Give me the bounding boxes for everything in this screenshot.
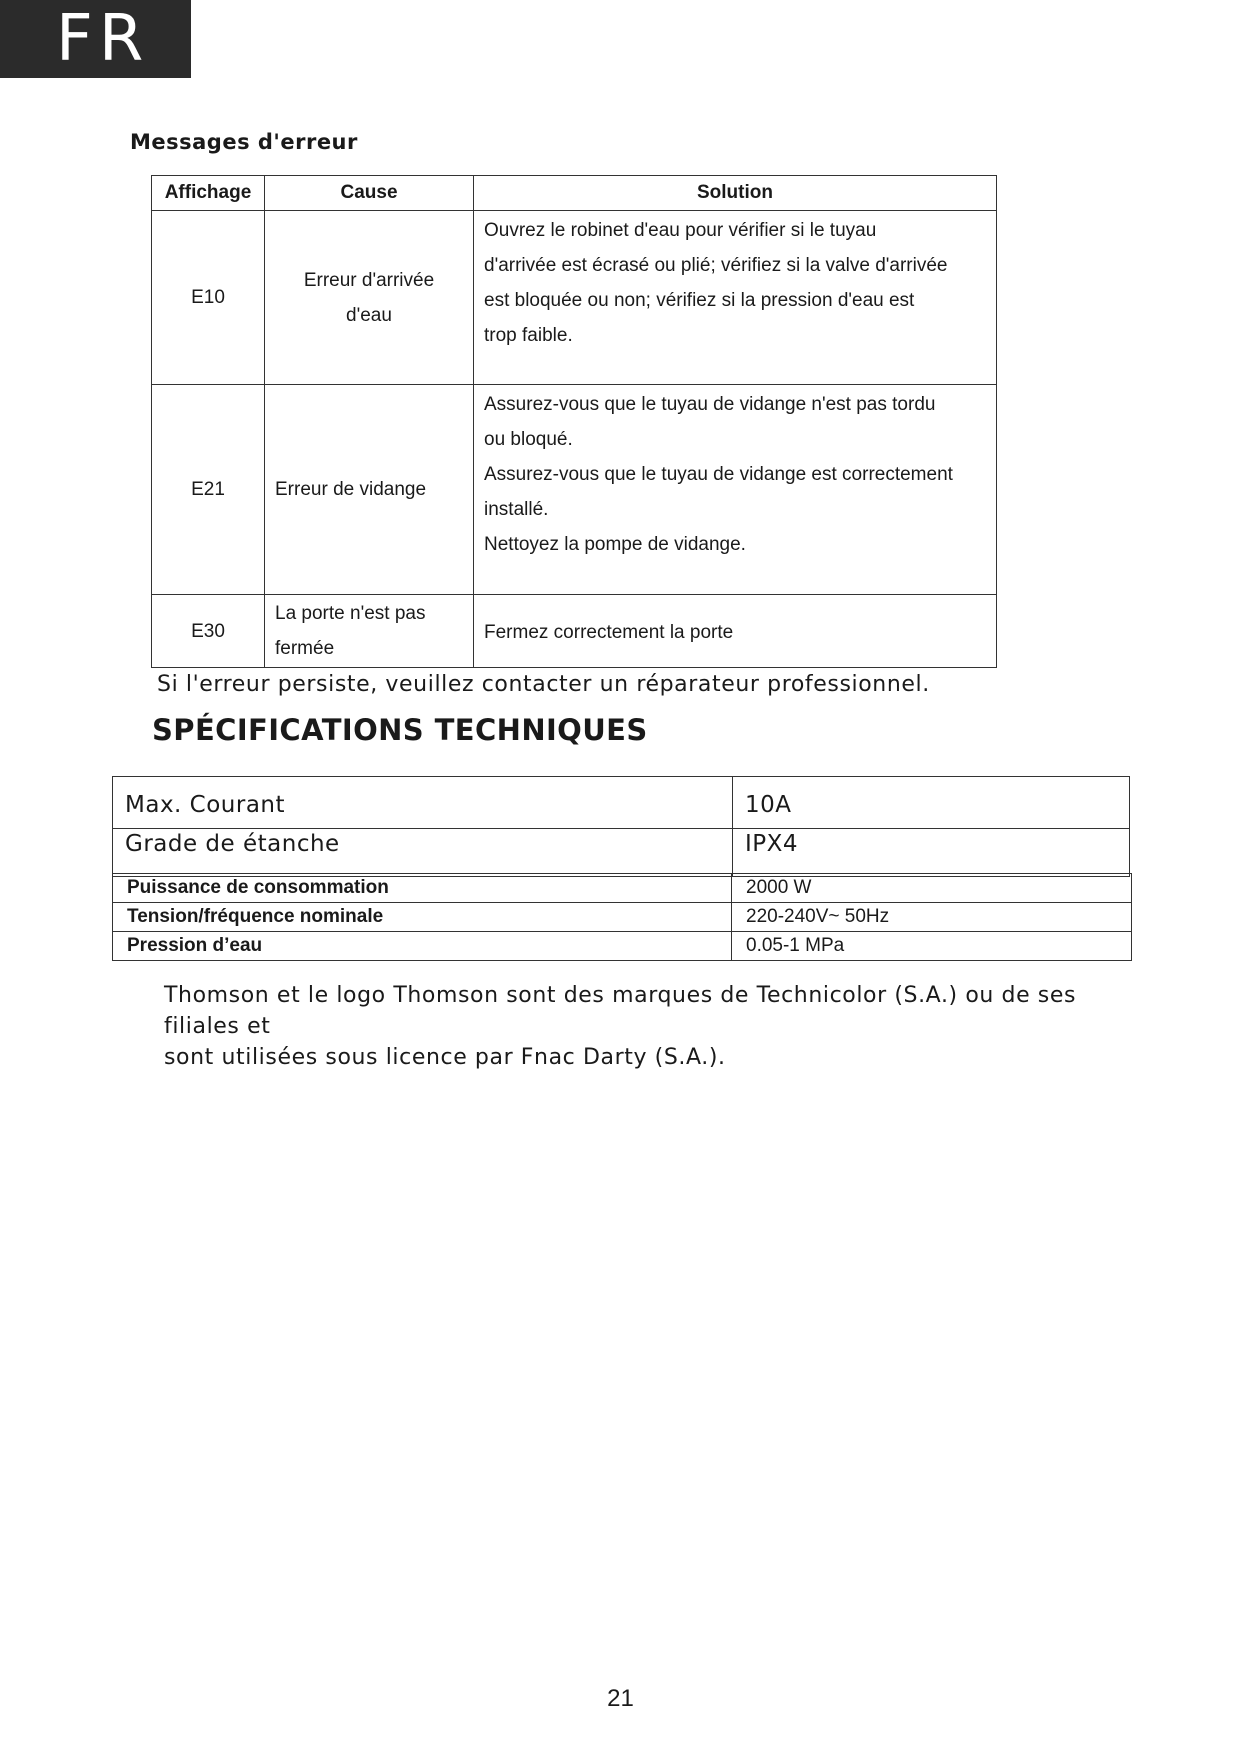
cause-line: Erreur de vidange [275, 479, 427, 500]
table-row [113, 874, 1132, 903]
spec-value: IPX4 [733, 829, 1130, 877]
cause-line: Erreur d'arrivée [303, 269, 435, 291]
solution-line: est bloquée ou non; vérifiez si la pression d'eau est [484, 290, 915, 311]
solution-line: Nettoyez la pompe de vidange. [484, 534, 746, 555]
trademark-line: sont utilisées sous licence par Fnac Darty (S.A.). [164, 1045, 726, 1070]
error-cause [265, 385, 474, 595]
cause-line: La porte n'est pas [275, 603, 426, 624]
error-code: E30 [152, 595, 265, 668]
solution-line: Ouvrez le robinet d'eau pour vérifier si le tuyau [484, 220, 877, 241]
solution-line: trop faible. [484, 325, 573, 346]
spec-label: Pression d’eau [113, 932, 732, 961]
spec-label: Tension/fréquence nominale [113, 903, 732, 932]
column-header: Solution [474, 176, 997, 211]
solution-line: Assurez-vous que le tuyau de vidange est correctement [484, 464, 953, 485]
cause-line: d'eau [346, 304, 392, 326]
error-messages-title: Messages d'erreur [130, 130, 358, 154]
trademark-notice [164, 980, 1124, 1073]
error-cause [265, 211, 474, 385]
table-row [113, 932, 1132, 961]
persistent-error-note: Si l'erreur persiste, veuillez contacter un réparateur professionnel. [157, 672, 930, 697]
cause-line: fermée [275, 638, 335, 659]
spec-label: Puissance de consommation [113, 874, 732, 903]
spec-value: 10A [733, 777, 1130, 829]
error-solution [474, 385, 997, 595]
spec-value: 220-240V~ 50Hz [732, 903, 1132, 932]
solution-line: Assurez-vous que le tuyau de vidange n'est pas tordu [484, 394, 936, 415]
table-row [152, 595, 997, 668]
spec-label: Max. Courant [113, 777, 733, 829]
table-row [113, 829, 1130, 877]
table-row [152, 385, 997, 595]
solution-line: ou bloqué. [484, 429, 573, 450]
spec-table-primary [112, 776, 1130, 877]
error-solution [474, 595, 997, 668]
specs-title: SPÉCIFICATIONS TECHNIQUES [152, 713, 648, 747]
error-table [151, 175, 997, 668]
solution-line: d'arrivée est écrasé ou plié; vérifiez si la valve d'arrivée [484, 255, 948, 276]
language-tab: FR [0, 0, 191, 78]
column-header: Cause [265, 176, 474, 211]
table-header-row [152, 176, 997, 211]
spec-label: Grade de étanche [113, 829, 733, 877]
spec-table-secondary [112, 873, 1132, 961]
table-row [152, 211, 997, 385]
spec-value: 2000 W [732, 874, 1132, 903]
table-row [113, 777, 1130, 829]
table-row [113, 903, 1132, 932]
error-code: E10 [152, 211, 265, 385]
spec-value: 0.05-1 MPa [732, 932, 1132, 961]
column-header: Affichage [152, 176, 265, 211]
solution-line: installé. [484, 499, 549, 520]
trademark-line: Thomson et le logo Thomson sont des marques de Technicolor (S.A.) ou de ses filiales et [164, 983, 1077, 1039]
solution-line: Fermez correctement la porte [484, 621, 734, 643]
error-cause [265, 595, 474, 668]
error-solution [474, 211, 997, 385]
page-number: 21 [607, 1685, 634, 1712]
error-code: E21 [152, 385, 265, 595]
